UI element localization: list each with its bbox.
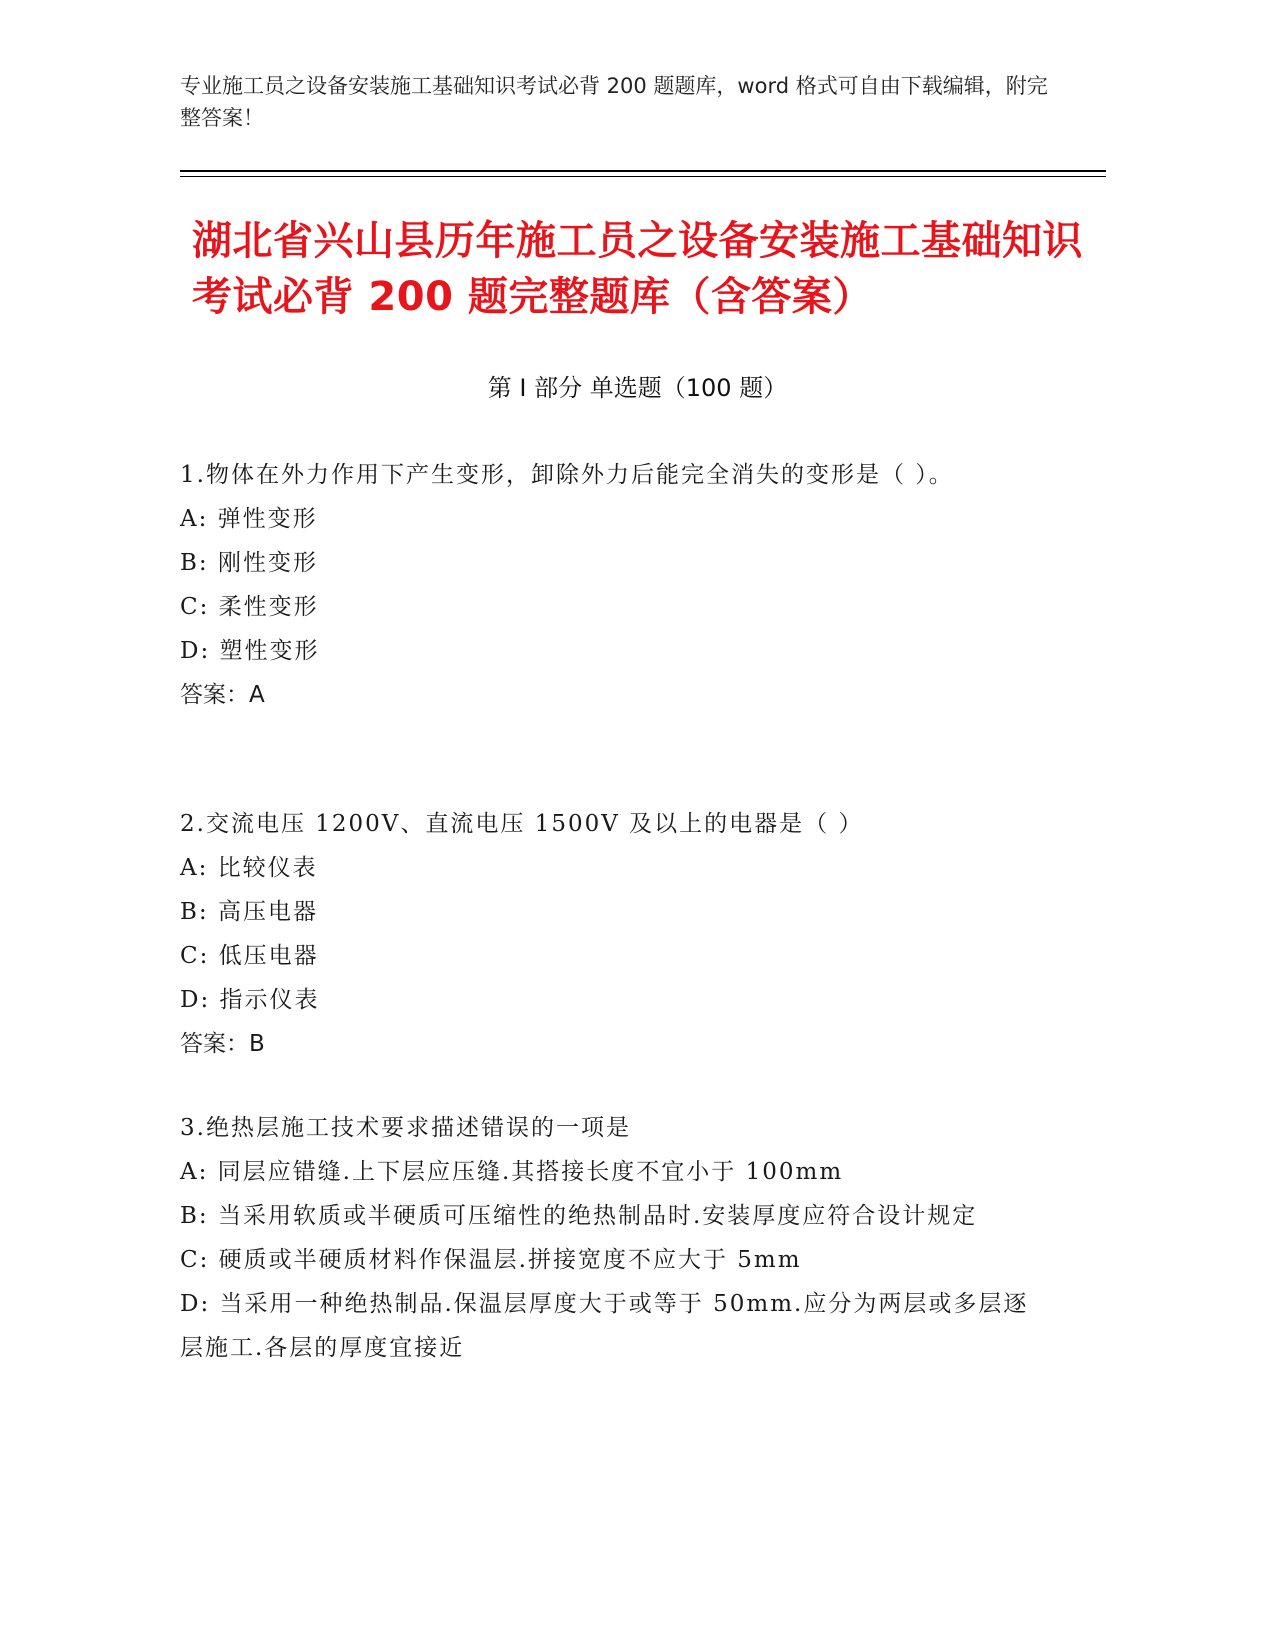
document-title: 湖北省兴山县历年施工员之设备安装施工基础知识考试必背 200 题完整题库（含答案） xyxy=(192,218,1083,320)
option-c: C: 柔性变形 xyxy=(180,594,319,620)
option-c: C: 硬质或半硬质材料作保温层.拼接宽度不应大于 5mm xyxy=(180,1247,802,1273)
question-stem: 1.物体在外力作用下产生变形，卸除外力后能完全消失的变形是（ ）。 xyxy=(180,462,954,488)
question-1 xyxy=(180,453,1050,717)
option-b: B: 高压电器 xyxy=(180,899,318,925)
option-b: B: 刚性变形 xyxy=(180,550,318,576)
option-a: A: 弹性变形 xyxy=(180,506,318,532)
option-d: D: 塑性变形 xyxy=(180,638,320,664)
section-heading: 第 I 部分 单选题（100 题） xyxy=(487,374,788,402)
header-note: 专业施工员之设备安装施工基础知识考试必背 200 题题库，word 格式可自由下载编辑，附完整答案！ xyxy=(180,74,1048,130)
answer: 答案：A xyxy=(180,682,265,708)
answer: 答案：B xyxy=(180,1031,265,1057)
question-2 xyxy=(180,802,1050,1066)
option-a: A: 同层应错缝.上下层应压缝.其搭接长度不宜小于 100mm xyxy=(180,1159,844,1185)
header-rule-thin xyxy=(180,176,1106,177)
question-stem: 3.绝热层施工技术要求描述错误的一项是 xyxy=(180,1115,631,1141)
option-d: D: 当采用一种绝热制品.保温层厚度大于或等于 50mm.应分为两层或多层逐层施工.各层的厚度宜接近 xyxy=(180,1291,1029,1361)
option-b: B: 当采用软质或半硬质可压缩性的绝热制品时.安装厚度应符合设计规定 xyxy=(180,1203,978,1229)
question-3 xyxy=(180,1106,1050,1370)
question-stem: 2.交流电压 1200V、直流电压 1500V 及以上的电器是（ ） xyxy=(180,811,864,837)
option-c: C: 低压电器 xyxy=(180,943,319,969)
option-d: D: 指示仪表 xyxy=(180,987,320,1013)
option-a: A: 比较仪表 xyxy=(180,855,318,881)
header-rule-thick xyxy=(180,170,1106,172)
